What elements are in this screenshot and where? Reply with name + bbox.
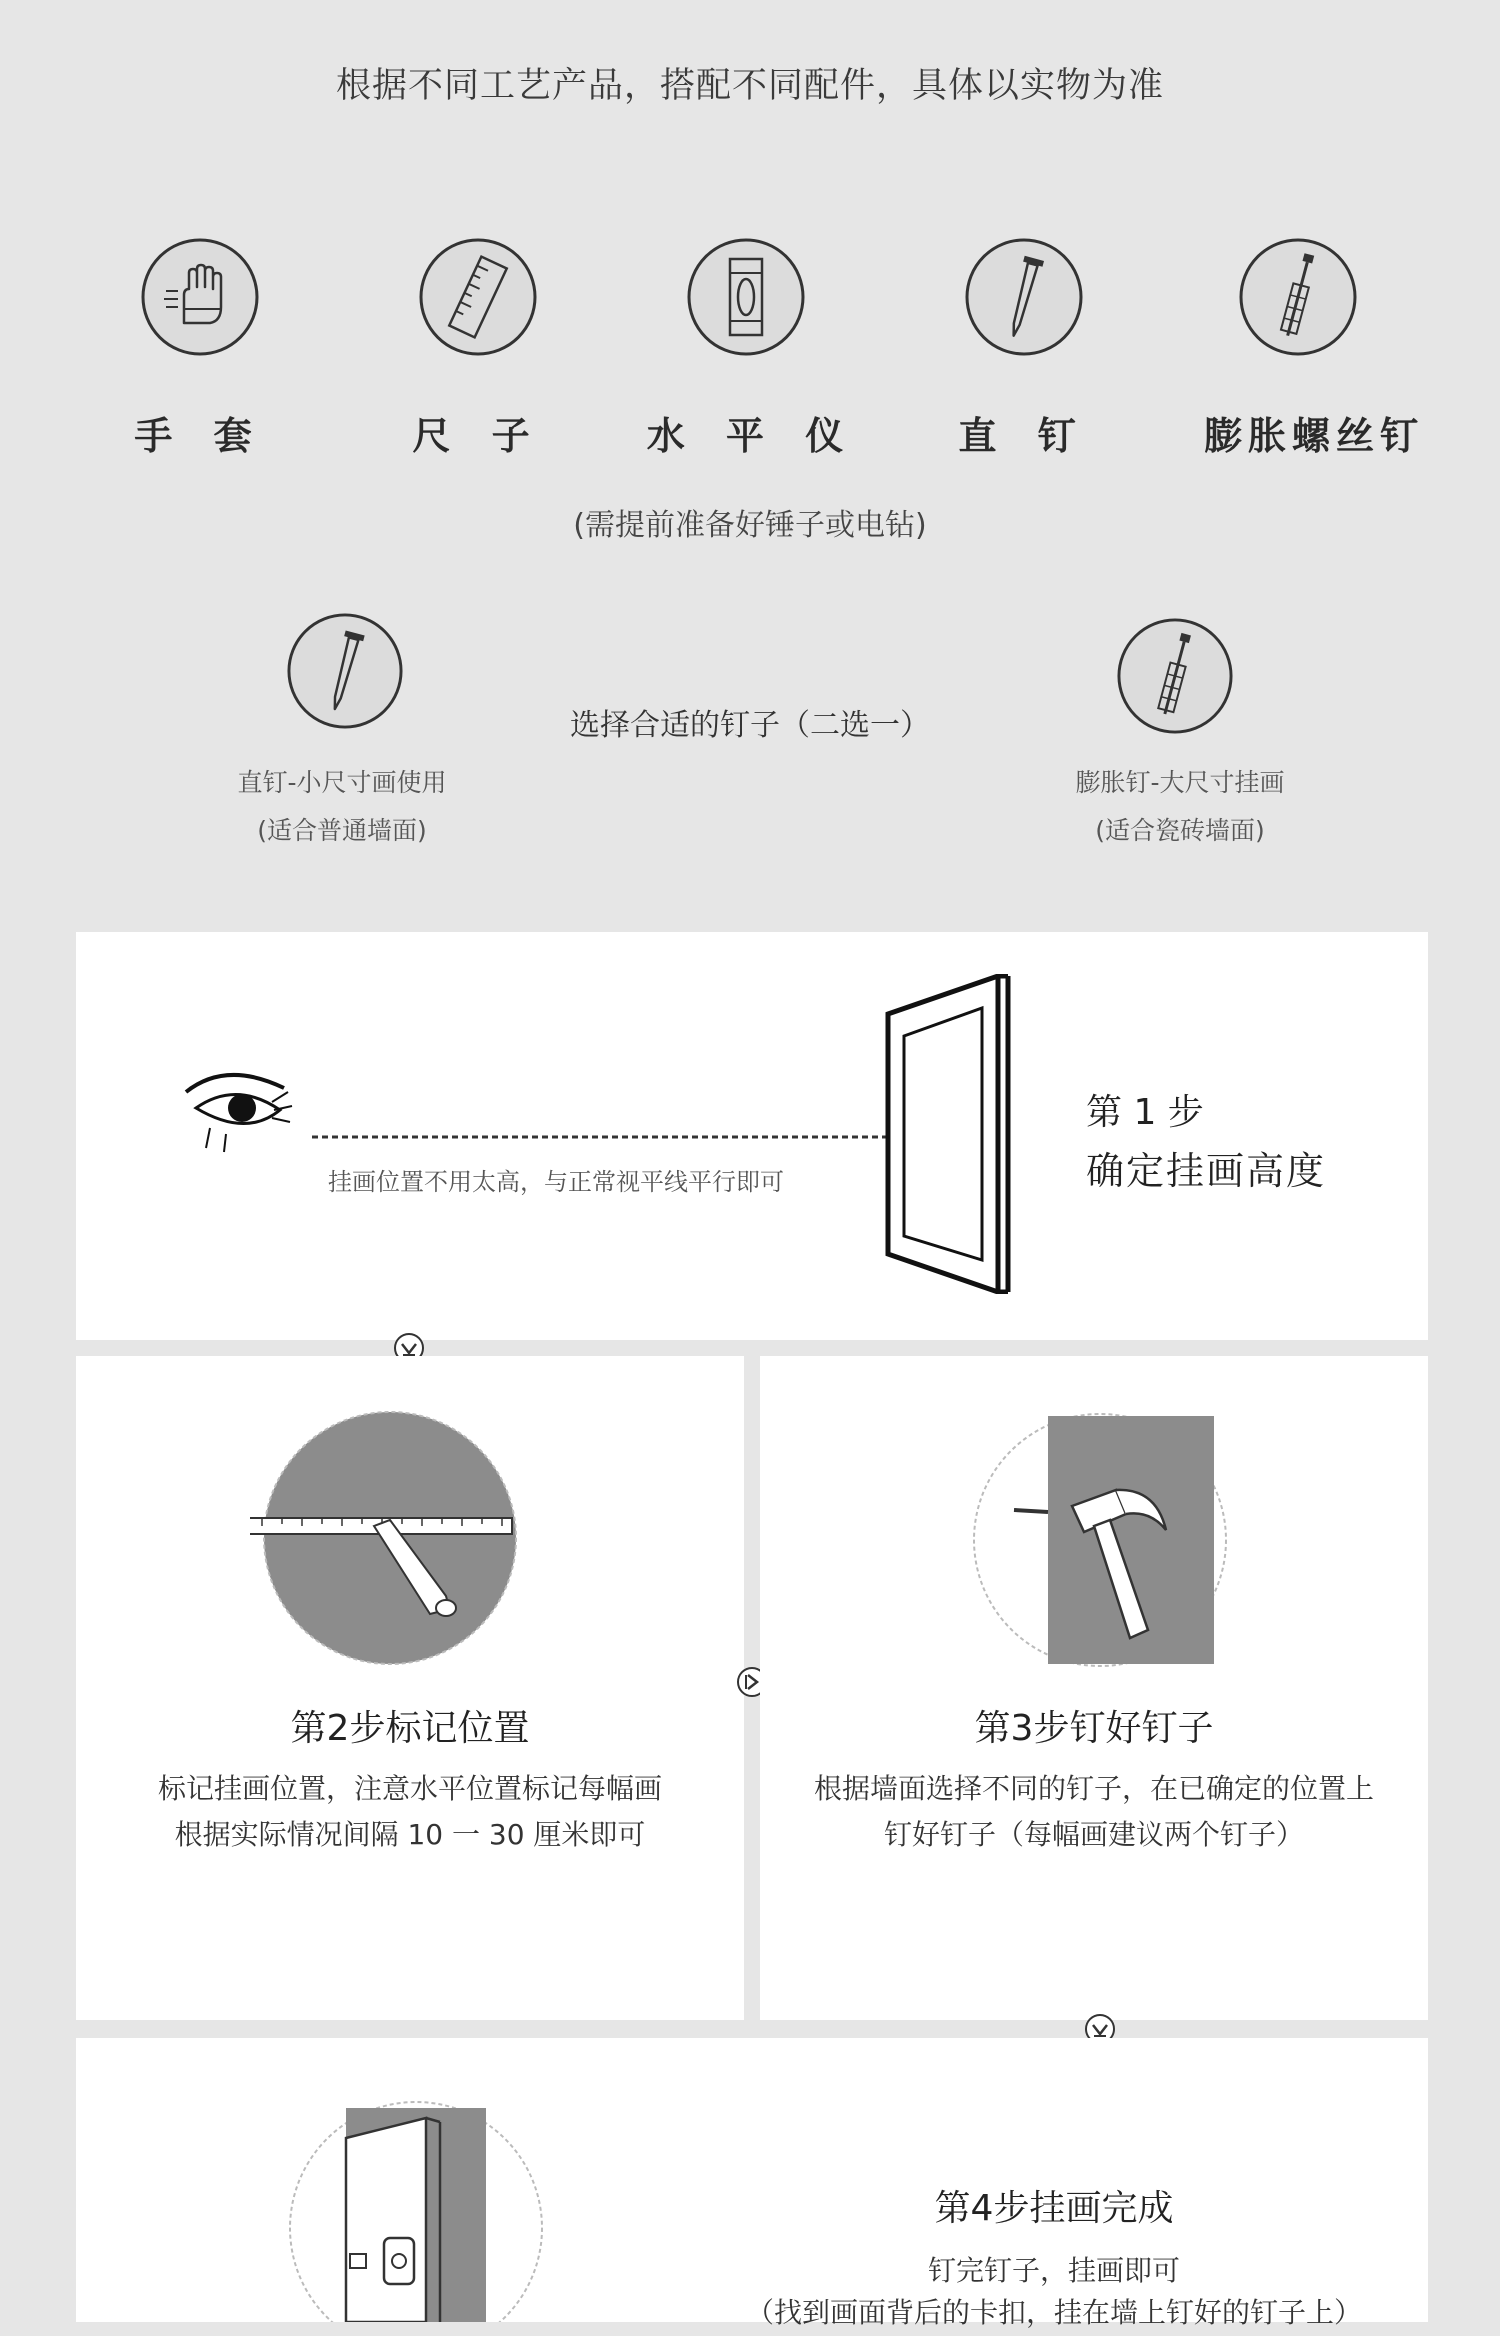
step2-title: 第2步标记位置 [290, 1708, 530, 1749]
step4-line2: （找到画面背后的卡扣，挂在墙上钉好的钉子上） [745, 2296, 1362, 2329]
frame-hook-icon [276, 2098, 556, 2322]
step2-line1: 标记挂画位置，注意水平位置标记每幅画 [157, 1772, 662, 1805]
expansion-screw-icon [1238, 237, 1358, 361]
nail-icon [964, 237, 1084, 361]
spirit-level-icon [686, 237, 806, 361]
nail-choice-left-icon [286, 612, 404, 734]
hammer-icon [960, 1410, 1240, 1670]
step2-line2: 根据实际情况间隔 10 一 30 厘米即可 [174, 1818, 646, 1851]
prep-note: (需提前准备好锤子或电钻) [573, 508, 927, 543]
header-note: 根据不同工艺产品，搭配不同配件，具体以实物为准 [335, 66, 1164, 106]
step3-title: 第3步钉好钉子 [974, 1708, 1214, 1749]
tool-label-expansion-screw: 膨胀螺丝钉 [1203, 414, 1424, 458]
nail-choice-left-label: 直钉-小尺寸画使用 [237, 768, 447, 797]
tool-label-glove: 手 套 [134, 414, 266, 458]
step3-line1: 根据墙面选择不同的钉子，在已确定的位置上 [813, 1772, 1374, 1805]
tool-label-nail: 直 钉 [958, 414, 1090, 458]
step2-panel [76, 1356, 744, 2020]
step3-line2: 钉好钉子（每幅画建议两个钉子） [883, 1818, 1304, 1851]
nail-choice-left-sub: (适合普通墙面) [257, 816, 427, 845]
tool-label-level: 水 平 仪 [646, 414, 858, 458]
step1-panel [76, 932, 1428, 1340]
nail-choice-right-icon [1116, 617, 1234, 739]
nail-choice-title: 选择合适的钉子（二选一） [570, 708, 930, 743]
step4-title: 第4步挂画完成 [934, 2188, 1174, 2229]
picture-frame-icon [884, 974, 1014, 1294]
step3-panel [760, 1356, 1428, 2020]
step1-caption: 挂画位置不用太高，与正常视平线平行即可 [328, 1168, 784, 1196]
step1-step: 第 1 步 [1086, 1092, 1204, 1133]
tools-row [0, 0, 1500, 480]
eye-icon [176, 1062, 296, 1162]
step4-panel [76, 2038, 1428, 2329]
glove-icon [140, 237, 260, 361]
step4-line1: 钉完钉子，挂画即可 [927, 2254, 1180, 2287]
nail-choice-right-label: 膨胀钉-大尺寸挂画 [1075, 768, 1285, 797]
nail-choice-right-sub: (适合瓷砖墙面) [1095, 816, 1265, 845]
ruler-icon [418, 237, 538, 361]
step1-title: 确定挂画高度 [1086, 1149, 1327, 1193]
tool-label-ruler: 尺 子 [412, 414, 544, 458]
ruler-pencil-icon [250, 1408, 530, 1668]
